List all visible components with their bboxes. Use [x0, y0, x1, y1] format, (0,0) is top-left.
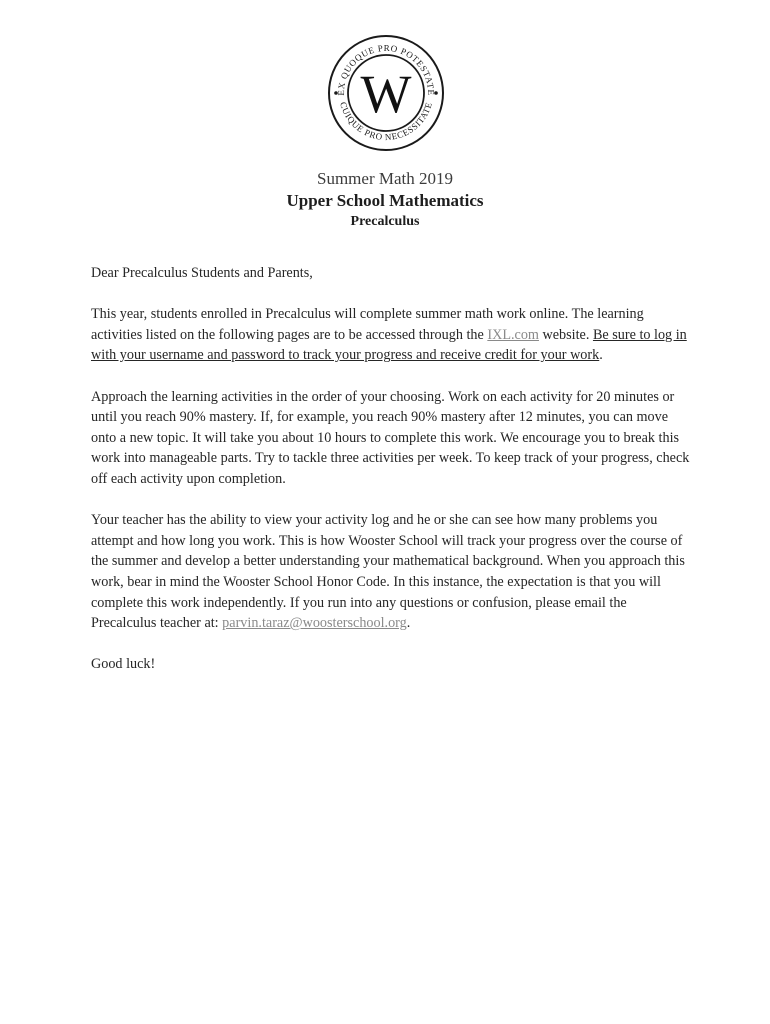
letter-greeting: Dear Precalculus Students and Parents,: [91, 265, 313, 281]
paragraph-online-work-end: .: [599, 347, 603, 364]
paragraph-approach: Approach the learning activities in the order of your choosing. Work on each activity for 20 minutes or until you reach 90% mastery. If, for example, you reach 90% mastery after 12 minutes, you can move onto a new topic. It will take you about 10 hours to complete this work. We encourage you to break this work into manageable parts. Try to tackle three activities per week. To keep track of your progress, check off each activity upon completion.: [91, 388, 690, 487]
paragraph-online-work: [91, 304, 691, 366]
letter-body: [91, 263, 691, 695]
letter-closing: Good luck!: [91, 656, 156, 673]
school-seal-graphic: [327, 34, 445, 152]
ixl-link[interactable]: IXL.com: [487, 326, 539, 343]
teacher-email-link[interactable]: parvin.taraz@woosterschool.org: [222, 615, 407, 632]
login-instruction: Be sure to log in with your username and password to track your progress and receive credit for your work: [91, 326, 687, 364]
seal-letter: W: [360, 64, 412, 124]
school-seal: [327, 34, 445, 152]
document-header: [0, 168, 770, 232]
document-subtitle: Upper School Mathematics: [286, 191, 484, 210]
course-name: Precalculus: [350, 214, 420, 229]
paragraph-online-work-text-2: website.: [538, 326, 593, 343]
paragraph-teacher-text: Your teacher has the ability to view your activity log and he or she can see how many problems you attempt and how long you work. This is how Wooster School will track your progress over the course of the summer and develop a better understanding your mathematical background. When you approach this work, bear in mind the Wooster School Honor Code. In this instance, the expectation is that you will complete this work independently. If you run into any questions or confusion, please email the Precalculus teacher at:: [91, 512, 685, 632]
paragraph-teacher: [91, 510, 691, 634]
document-title: Summer Math 2019: [317, 169, 453, 188]
seal-top-motto: EX QUOQUE PRO POTESTATE: [335, 42, 437, 96]
paragraph-teacher-end: .: [406, 615, 411, 632]
paragraph-online-work-text: This year, students enrolled in Precalculus will complete summer math work online. The learning activities listed on the following pages are to be accessed through the: [91, 306, 644, 343]
seal-bottom-motto: CUIQUE PRO NECESSITATE: [338, 100, 434, 143]
